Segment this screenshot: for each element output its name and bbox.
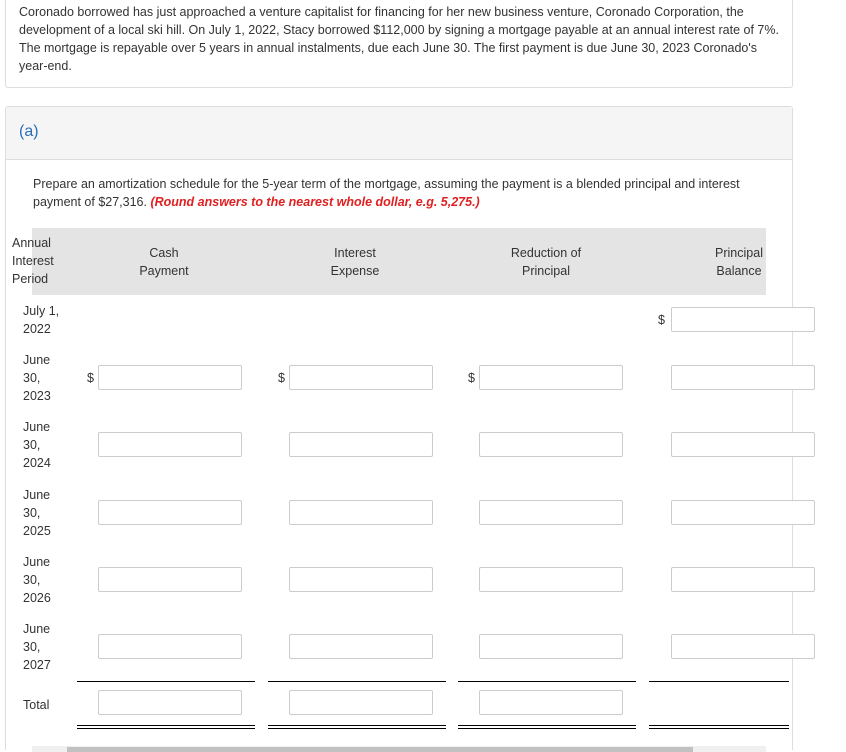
header-cash: Cash Payment [139,246,189,278]
amortization-table [12,228,766,740]
principal-balance-input[interactable] [671,500,815,525]
cash-payment-input[interactable] [98,365,242,390]
total-reduction-principal-input[interactable] [479,690,623,715]
period-label: June 30, 2023 [23,353,51,403]
part-a-card [5,106,793,750]
cash-payment-input[interactable] [98,567,242,592]
reduction-principal-input[interactable] [479,365,623,390]
scrollbar-thumb[interactable] [67,747,693,752]
subtotal-rule [268,681,446,682]
principal-balance-input[interactable] [671,307,815,332]
subtotal-rule [77,681,255,682]
reduction-principal-input[interactable] [479,432,623,457]
total-double-rule [268,725,446,729]
total-double-rule [458,725,636,729]
part-label: (a) [19,123,39,140]
rounding-note: (Round answers to the nearest whole dollar, e.g. 5,275.) [150,195,480,209]
reduction-principal-input[interactable] [479,500,623,525]
total-cash-payment-input[interactable] [98,690,242,715]
part-header [6,107,792,160]
principal-balance-input[interactable] [671,432,815,457]
cash-payment-input[interactable] [98,432,242,457]
reduction-principal-input[interactable] [479,634,623,659]
instructions [33,175,753,211]
header-period: Annual Interest Period [12,236,54,286]
period-label: June 30, 2025 [23,488,51,538]
currency-symbol: $ [468,371,475,385]
interest-expense-input[interactable] [289,365,433,390]
total-label: Total [23,698,50,712]
total-double-rule [649,725,789,729]
horizontal-scrollbar[interactable] [32,746,766,752]
header-interest: Interest Expense [330,246,380,278]
interest-expense-input[interactable] [289,634,433,659]
subtotal-rule [458,681,636,682]
principal-balance-input[interactable] [671,634,815,659]
period-label: June 30, 2024 [23,420,51,470]
cash-payment-input[interactable] [98,500,242,525]
currency-symbol: $ [278,371,285,385]
instruction-text: Prepare an amortization schedule for the 5-year term of the mortgage, assuming the payment is a blended principal and interest payment of $27,316. [33,177,740,209]
header-balance: Principal Balance [715,246,763,278]
principal-balance-input[interactable] [671,567,815,592]
reduction-principal-input[interactable] [479,567,623,592]
period-label: June 30, 2026 [23,555,51,605]
problem-text: Coronado borrowed has just approached a venture capitalist for financing for her new business venture, Coronado Corporation, the development of a local ski hill. On July 1, 2022, Stacy borrowed $112,000 by signing a mortgage payable at an annual interest rate of 7%. The mortgage is repayable over 5 years in annual instalments, due each June 30. The first payment is due June 30, 2023 Coronado's year-end. [19,5,779,73]
period-label: June 30, 2027 [23,622,51,672]
currency-symbol: $ [87,371,94,385]
interest-expense-input[interactable] [289,500,433,525]
table-header [12,228,766,295]
total-interest-expense-input[interactable] [289,690,433,715]
total-double-rule [77,725,255,729]
principal-balance-input[interactable] [671,365,815,390]
currency-symbol: $ [658,313,665,327]
period-label: July 1, 2022 [23,304,60,336]
problem-card [5,0,793,88]
interest-expense-input[interactable] [289,432,433,457]
cash-payment-input[interactable] [98,634,242,659]
header-reduction: Reduction of Principal [510,246,582,278]
subtotal-rule [649,681,789,682]
interest-expense-input[interactable] [289,567,433,592]
